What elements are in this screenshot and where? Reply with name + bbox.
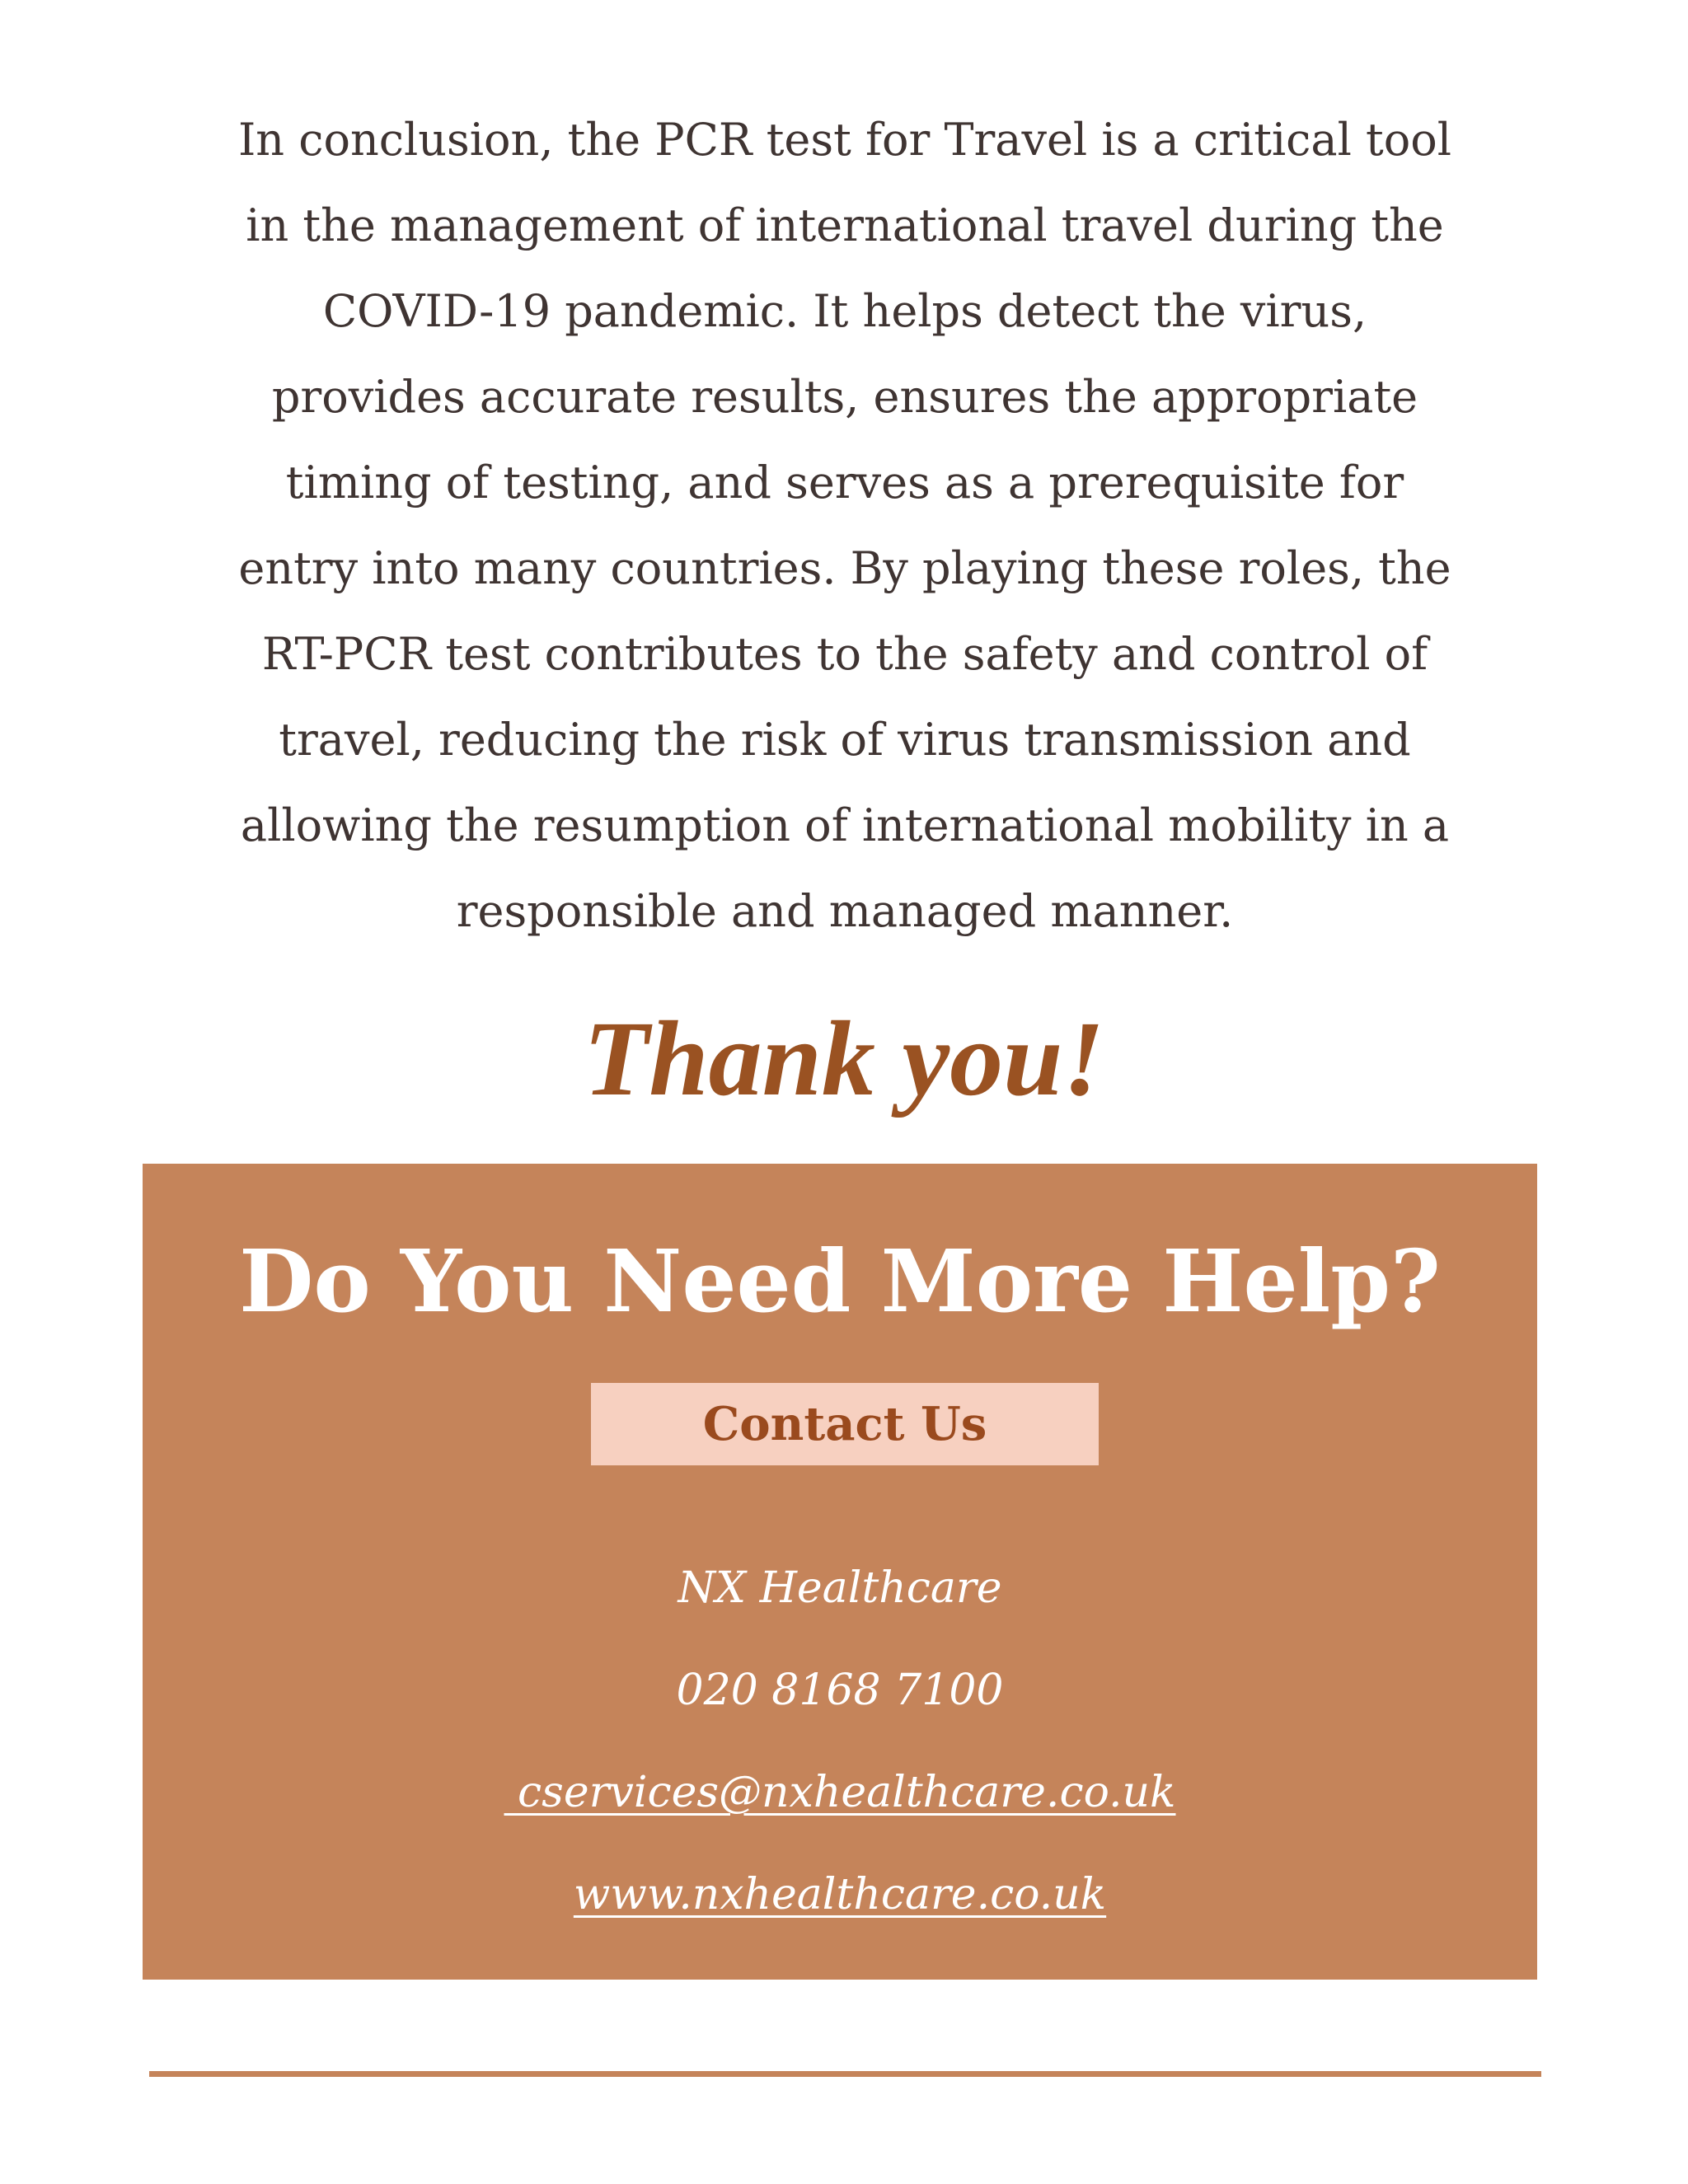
conclusion-paragraph — [169, 97, 1521, 954]
conclusion-line: travel, reducing the risk of virus transmission and — [279, 714, 1411, 766]
help-title: Do You Need More Help? — [239, 1230, 1441, 1332]
thank-you-heading: Thank you! — [583, 1000, 1105, 1118]
conclusion-line: COVID-19 pandemic. It helps detect the virus, — [322, 285, 1367, 337]
conclusion-line: In conclusion, the PCR test for Travel is a critical tool — [237, 114, 1452, 166]
bottom-divider — [149, 2071, 1541, 2077]
contact-us-button[interactable]: Contact Us — [591, 1383, 1099, 1465]
conclusion-line: allowing the resumption of international mobility in a — [240, 799, 1450, 851]
help-panel — [143, 1164, 1537, 1980]
conclusion-line: in the management of international travel during the — [246, 199, 1444, 251]
conclusion-line: timing of testing, and serves as a prerequisite for — [285, 457, 1404, 509]
conclusion-line: provides accurate results, ensures the appropriate — [271, 371, 1418, 423]
company-name: NX Healthcare — [678, 1563, 1002, 1613]
phone-number: 020 8168 7100 — [676, 1666, 1004, 1715]
conclusion-line: entry into many countries. By playing these roles, the — [238, 542, 1451, 594]
email-link[interactable]: cservices@nxhealthcare.co.uk — [504, 1768, 1176, 1817]
conclusion-line: responsible and managed manner. — [456, 885, 1234, 937]
website-link[interactable]: www.nxhealthcare.co.uk — [573, 1870, 1107, 1919]
conclusion-line: RT-PCR test contributes to the safety and control of — [261, 628, 1428, 680]
